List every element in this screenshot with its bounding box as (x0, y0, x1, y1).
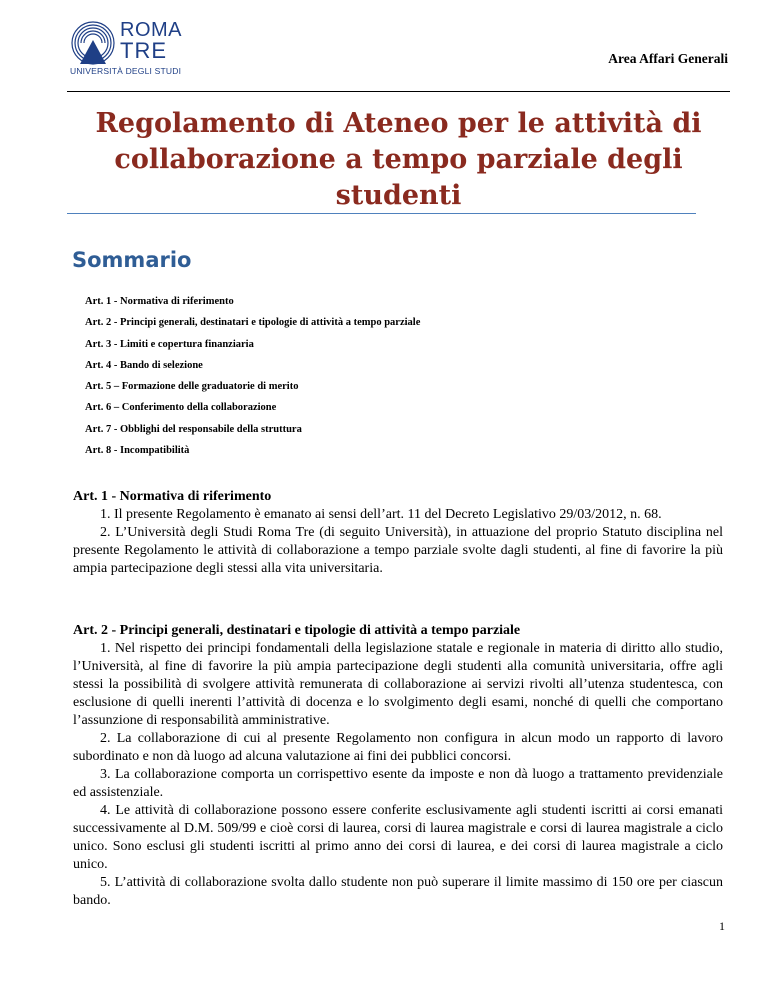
logo-text-tre: TRE (120, 38, 167, 63)
logo-text-roma: ROMA (120, 19, 182, 41)
article-2-heading: Art. 2 - Principi generali, destinatari e tipologie di attività a tempo parziale (73, 623, 521, 638)
page-number: 1 (719, 919, 725, 933)
summary-heading: Sommario (72, 248, 192, 272)
toc-link-art-6[interactable]: Art. 6 – Conferimento della collaborazione (85, 402, 277, 414)
article-1-paragraph: 2. L’Università degli Studi Roma Tre (di seguito Università), in attuazione del proprio Statuto disciplina nel presente Regolamento le attività di collaborazione a tempo parziale svolte dagli studenti, al fine di favorire la più ampia partecipazione degli stessi alla vita universitaria. (73, 525, 723, 576)
article-2-paragraph: 5. L’attività di collaborazione svolta dallo studente non può superare il limite massimo di 150 ore per ciascun bando. (73, 875, 723, 908)
article-1 (73, 488, 723, 578)
document-title: Regolamento di Ateneo per le attività di collaborazione a tempo parziale degli studenti (95, 108, 702, 211)
logo-text-university: UNIVERSITÀ DEGLI STUDI (70, 66, 182, 76)
header-area-label: Area Affari Generali (608, 51, 728, 66)
article-2-paragraph: 1. Nel rispetto dei principi fondamentali della legislazione statale e regionale in materia di diritto allo studio, l’Università, al fine di favorire la più ampia partecipazione degli studenti alla comunità universitaria, offre agli stessi la possibilità di svolgere attività remunerata di collaborazione ai servizi rivolti all’utenza studentesca, con esclusione di quelli inerenti l’attività di docenza e lo svolgimento degli esami, nonché di quelli che comportano l’assunzione di responsabilità amministrative. (73, 641, 723, 728)
toc-link-art-1[interactable]: Art. 1 - Normativa di riferimento (85, 296, 234, 307)
article-2 (73, 622, 723, 910)
toc-link-art-8[interactable]: Art. 8 - Incompatibilità (85, 445, 190, 457)
article-2-paragraph: 3. La collaborazione comporta un corrispettivo esente da imposte e non dà luogo a trattamento previdenziale ed assistenziale. (73, 767, 723, 800)
article-2-paragraph: 4. Le attività di collaborazione possono essere conferite esclusivamente agli studenti iscritti ai corsi emanati successivamente al D.M. 509/99 e cioè corsi di laurea, corsi di laurea magistrale e corsi di laurea magistrale a ciclo unico. Sono esclusi gli studenti iscritti al primo anno dei corsi di laurea, e dei corsi di laurea magistrale a ciclo unico. (73, 803, 723, 872)
toc-link-art-5[interactable]: Art. 5 – Formazione delle graduatorie di merito (85, 381, 299, 393)
roma-tre-emblem-icon (70, 20, 116, 66)
table-of-contents (85, 295, 420, 465)
header-divider (67, 91, 730, 92)
toc-link-art-7[interactable]: Art. 7 - Obblighi del responsabile della struttura (85, 423, 302, 435)
title-underline (67, 213, 696, 214)
article-1-heading: Art. 1 - Normativa di riferimento (73, 489, 272, 504)
article-1-paragraph: 1. Il presente Regolamento è emanato ai sensi dell’art. 11 del Decreto Legislativo 29/03/2012, n. 68. (100, 507, 662, 522)
toc-link-art-2[interactable]: Art. 2 - Principi generali, destinatari e tipologie di attività a tempo parziale (85, 317, 421, 329)
article-2-paragraph: 2. La collaborazione di cui al presente Regolamento non configura in alcun modo un rapporto di lavoro subordinato e non dà luogo ad alcuna valutazione ai fini dei pubblici concorsi. (73, 731, 723, 764)
university-logo (70, 20, 190, 76)
toc-link-art-3[interactable]: Art. 3 - Limiti e copertura finanziaria (85, 338, 254, 350)
toc-link-art-4[interactable]: Art. 4 - Bando di selezione (85, 359, 203, 371)
